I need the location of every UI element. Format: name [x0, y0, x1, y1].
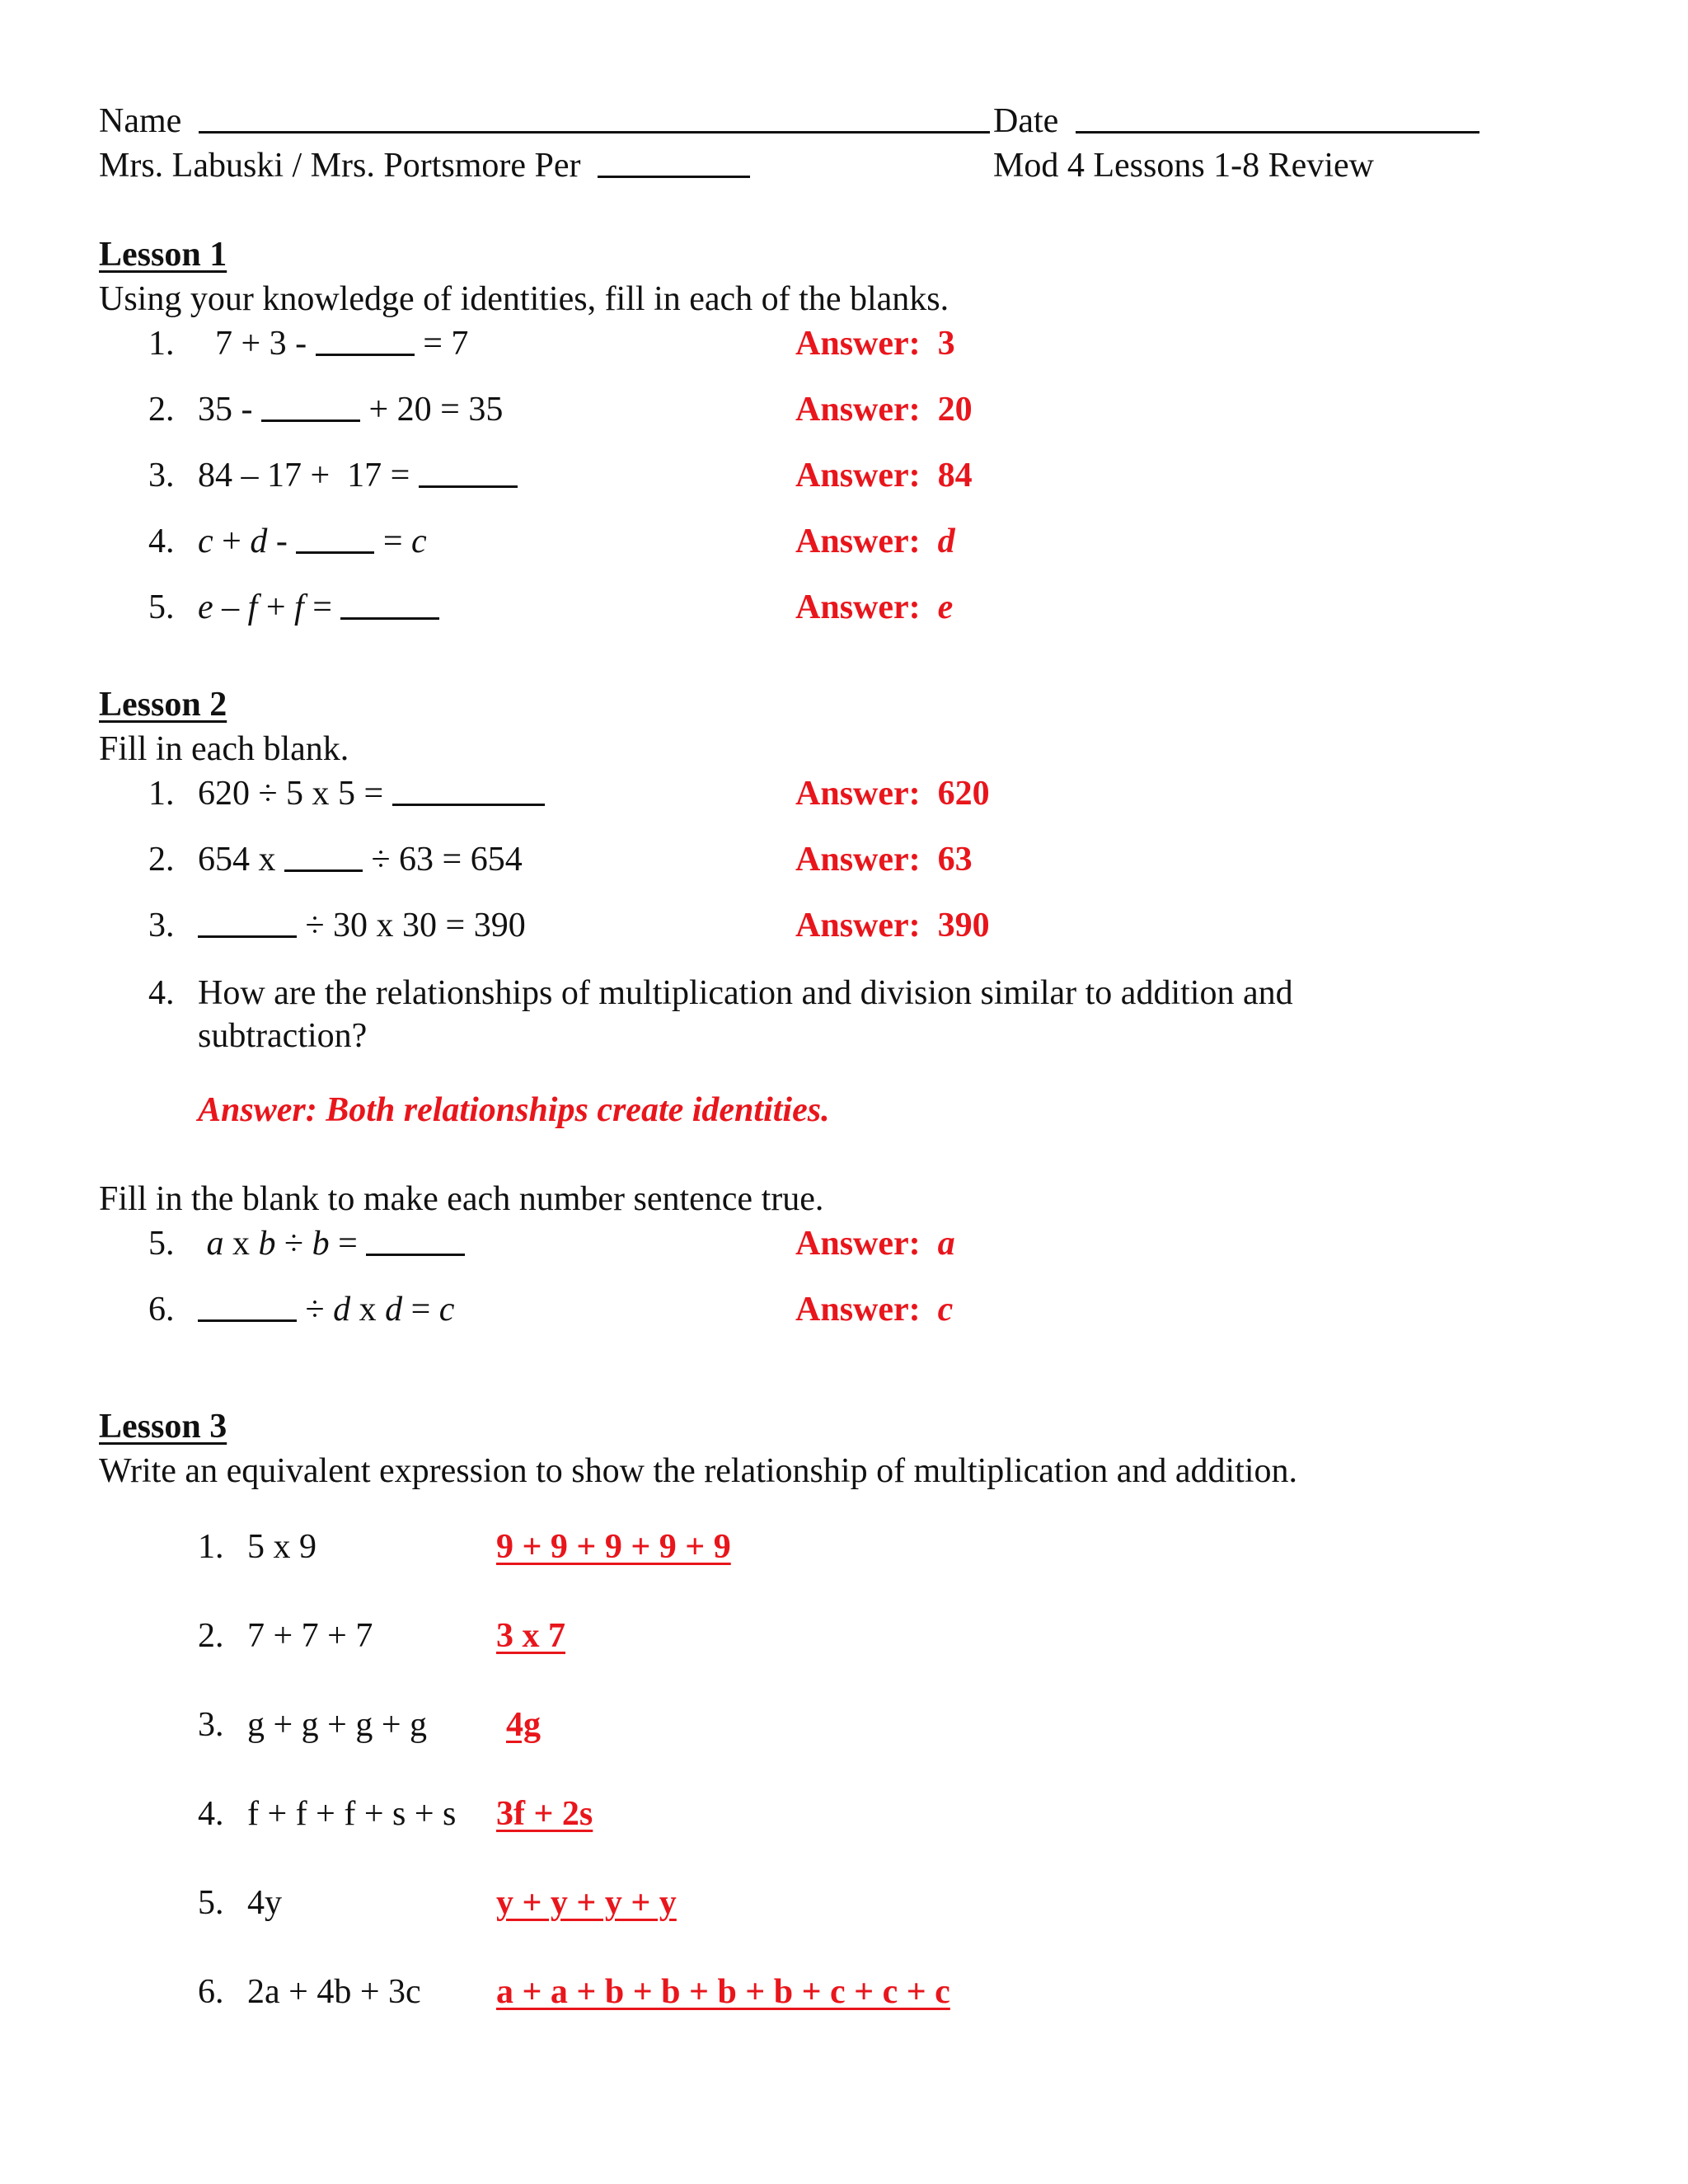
- l1-answer-4-value: d: [937, 523, 955, 560]
- l1-q2-blank[interactable]: [261, 391, 360, 422]
- l1-answer-3: Answer: 84: [795, 457, 973, 494]
- l1-q4-blank[interactable]: [296, 523, 374, 554]
- l1-answer-5: Answer: e: [795, 588, 954, 626]
- name-label: Name: [99, 102, 182, 140]
- l2-q4-answer: Answer: Both relationships create identities.: [198, 1091, 830, 1129]
- l1-question-2: 2. 35 - + 20 = 35: [148, 391, 504, 429]
- l3-expr-3: g + g + g + g: [247, 1706, 428, 1744]
- lesson2-heading: Lesson 2: [99, 686, 227, 724]
- l2-answer-5: Answer: a: [795, 1225, 955, 1263]
- l2-answer-2-value: 63: [937, 841, 973, 879]
- l3-expr-5: 4y: [247, 1884, 282, 1922]
- l3-answer-1: 9 + 9 + 9 + 9 + 9: [496, 1528, 731, 1566]
- l2-answer-1: Answer: 620: [795, 775, 990, 813]
- l2-answer-5-value: a: [937, 1225, 955, 1263]
- l2-q1-blank[interactable]: [392, 776, 545, 806]
- l2-q4-line1: How are the relationships of multiplication and division similar to addition and: [198, 974, 1293, 1012]
- l1-question-5: 5. e – f + f =: [148, 587, 439, 628]
- l2-answer-1-value: 620: [937, 775, 990, 813]
- l1-answer-4: Answer: d: [795, 523, 955, 560]
- l2-answer-3-value: 390: [937, 907, 990, 944]
- l1-answer-1-value: 3: [937, 325, 955, 363]
- l1-answer-2: Answer: 20: [795, 391, 973, 429]
- teacher-line: Mrs. Labuski / Mrs. Portsmore Per: [99, 147, 581, 185]
- l2-question-4: 4. How are the relationships of multiplication and division similar to addition and: [148, 974, 1293, 1012]
- l3-expr-2: 7 + 7 + 7: [247, 1617, 373, 1655]
- name-field: [99, 101, 990, 142]
- lesson3-instruction: Write an equivalent expression to show the relationship of multiplication and addition.: [99, 1452, 1297, 1490]
- l3-item-5: 5. 4y: [198, 1884, 282, 1922]
- l2-q2-blank[interactable]: [284, 841, 363, 872]
- l3-item-4: 4. f + f + f + s + s: [198, 1795, 457, 1833]
- l3-item-3: 3. g + g + g + g: [198, 1706, 428, 1744]
- l1-q1-blank[interactable]: [316, 326, 415, 356]
- date-blank[interactable]: [1076, 103, 1479, 134]
- l3-answer-4: 3f + 2s: [496, 1795, 593, 1833]
- l2-answer-6-value: c: [937, 1291, 954, 1329]
- l3-answer-5: y + y + y + y: [496, 1884, 677, 1922]
- lesson1-heading: Lesson 1: [99, 236, 227, 274]
- l1-q3-blank[interactable]: [419, 457, 518, 488]
- l3-expr-4: f + f + f + s + s: [247, 1795, 457, 1833]
- l2-question-6: 6. ÷ d x d = c: [148, 1291, 455, 1329]
- l1-answer-1: Answer: 3: [795, 325, 955, 363]
- l3-answer-2: 3 x 7: [496, 1617, 565, 1655]
- l2-answer-2: Answer: 63: [795, 841, 973, 879]
- l3-expr-1: 5 x 9: [247, 1528, 316, 1566]
- date-label: Date: [993, 102, 1059, 140]
- l2-question-2: 2. 654 x ÷ 63 = 654: [148, 841, 523, 879]
- l2-q4-line2: subtraction?: [198, 1017, 368, 1055]
- l2-question-3: 3. ÷ 30 x 30 = 390: [148, 907, 526, 944]
- l2-question-1: 1. 620 ÷ 5 x 5 =: [148, 773, 545, 814]
- l1-answer-2-value: 20: [937, 391, 973, 429]
- l1-question-1: 1. 7 + 3 - = 7: [148, 325, 469, 363]
- lesson2-instruction-2: Fill in the blank to make each number sentence true.: [99, 1180, 824, 1218]
- l1-answer-3-value: 84: [937, 457, 973, 494]
- date-field: [993, 101, 1479, 142]
- l2-question-5: 5. a x b ÷ b =: [148, 1223, 465, 1264]
- l2-q3-blank[interactable]: [198, 907, 297, 938]
- l3-answer-3: 4g: [506, 1706, 541, 1744]
- l1-q5-blank[interactable]: [340, 589, 439, 620]
- l3-item-6: 6. 2a + 4b + 3c: [198, 1973, 421, 2011]
- period-blank[interactable]: [598, 148, 750, 178]
- l1-question-3: 3. 84 – 17 + 17 =: [148, 455, 518, 496]
- l2-answer-3: Answer: 390: [795, 907, 990, 944]
- l1-answer-5-value: e: [937, 588, 954, 626]
- l2-q6-blank[interactable]: [198, 1291, 297, 1322]
- l3-item-2: 2. 7 + 7 + 7: [198, 1617, 373, 1655]
- l3-expr-6: 2a + 4b + 3c: [247, 1973, 421, 2011]
- l2-answer-6: Answer: c: [795, 1291, 954, 1329]
- l3-answer-6: a + a + b + b + b + b + c + c + c: [496, 1973, 950, 2011]
- l3-item-1: 1. 5 x 9: [198, 1528, 316, 1566]
- lesson1-instruction: Using your knowledge of identities, fill in each of the blanks.: [99, 280, 950, 318]
- l2-q5-blank[interactable]: [366, 1226, 465, 1256]
- page-title: Mod 4 Lessons 1-8 Review: [993, 147, 1374, 185]
- teacher-period-field: [99, 145, 750, 186]
- lesson3-heading: Lesson 3: [99, 1408, 227, 1446]
- l1-question-4: 4. c + d - = c: [148, 523, 427, 560]
- lesson2-instruction: Fill in each blank.: [99, 730, 349, 768]
- name-blank[interactable]: [199, 103, 990, 134]
